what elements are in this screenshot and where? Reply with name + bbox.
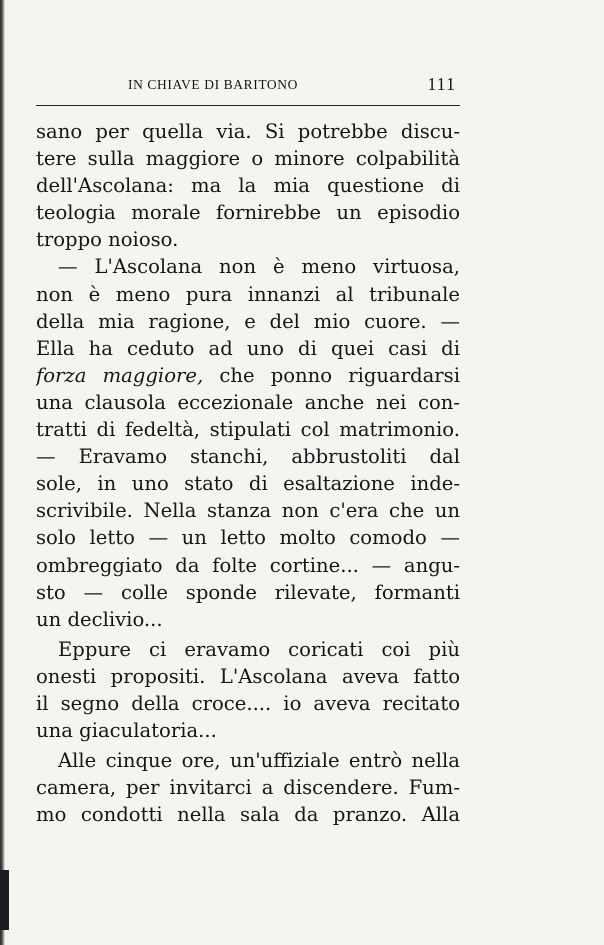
page-number: 111 bbox=[427, 74, 456, 94]
text-line: troppo noioso. bbox=[36, 228, 179, 252]
page-binding-edge bbox=[0, 0, 5, 945]
text-line: ombreggiato da folte cortine... — angu- bbox=[36, 553, 460, 577]
text-line: sano per quella via. Si potrebbe discu- bbox=[36, 120, 460, 143]
running-title: IN CHIAVE DI BARITONO bbox=[128, 77, 298, 92]
text-line: tere sulla maggiore o minore colpabilità bbox=[36, 147, 460, 171]
page-binding-shadow bbox=[0, 870, 9, 930]
text-line: il segno della croce.... io aveva recitato bbox=[36, 691, 460, 715]
text-line: una giaculatoria... bbox=[36, 719, 217, 743]
text-line: scrivibile. Nella stanza non c'era che un bbox=[36, 499, 460, 523]
text-line: Eppure ci eravamo coricati coi più bbox=[58, 637, 460, 661]
text-line: — Eravamo stanchi, abbrustoliti dal bbox=[36, 445, 460, 469]
text-line: — L'Ascolana non è meno virtuosa, bbox=[58, 255, 460, 279]
body-text bbox=[36, 118, 460, 828]
text-line: solo letto — un letto molto comodo — bbox=[36, 526, 460, 550]
text-line: dell'Ascolana: ma la mia questione di bbox=[36, 174, 460, 198]
text-line: non è meno pura innanzi al tribunale bbox=[36, 282, 460, 306]
text-line: Ella ha ceduto ad uno di quei casi di bbox=[36, 336, 460, 360]
text-line: Alle cinque ore, un'uffiziale entrò nella bbox=[58, 749, 460, 773]
text-line: della mia ragione, e del mio cuore. — bbox=[36, 309, 460, 333]
text-line: onesti propositi. L'Ascolana aveva fatto bbox=[36, 664, 460, 688]
text-line: camera, per invitarci a discendere. Fum- bbox=[36, 776, 460, 800]
text-fragment: che ponno riguardarsi bbox=[203, 363, 460, 387]
text-line: un declivio... bbox=[36, 607, 163, 631]
text-line: sole, in uno stato di esaltazione inde- bbox=[36, 472, 460, 496]
text-line: mo condotti nella sala da pranzo. Alla bbox=[36, 803, 460, 827]
text-line: una clausola eccezionale anche nei con- bbox=[36, 390, 460, 414]
text-line: teologia morale fornirebbe un episodio bbox=[36, 201, 460, 225]
italic-phrase: forza maggiore, bbox=[36, 363, 204, 387]
running-header bbox=[36, 74, 460, 100]
text-line-mixed bbox=[36, 362, 460, 389]
text-line: tratti di fedeltà, stipulati col matrimonio. bbox=[36, 418, 460, 442]
text-line: sto — colle sponde rilevate, formanti bbox=[36, 580, 460, 604]
header-rule bbox=[36, 105, 460, 106]
